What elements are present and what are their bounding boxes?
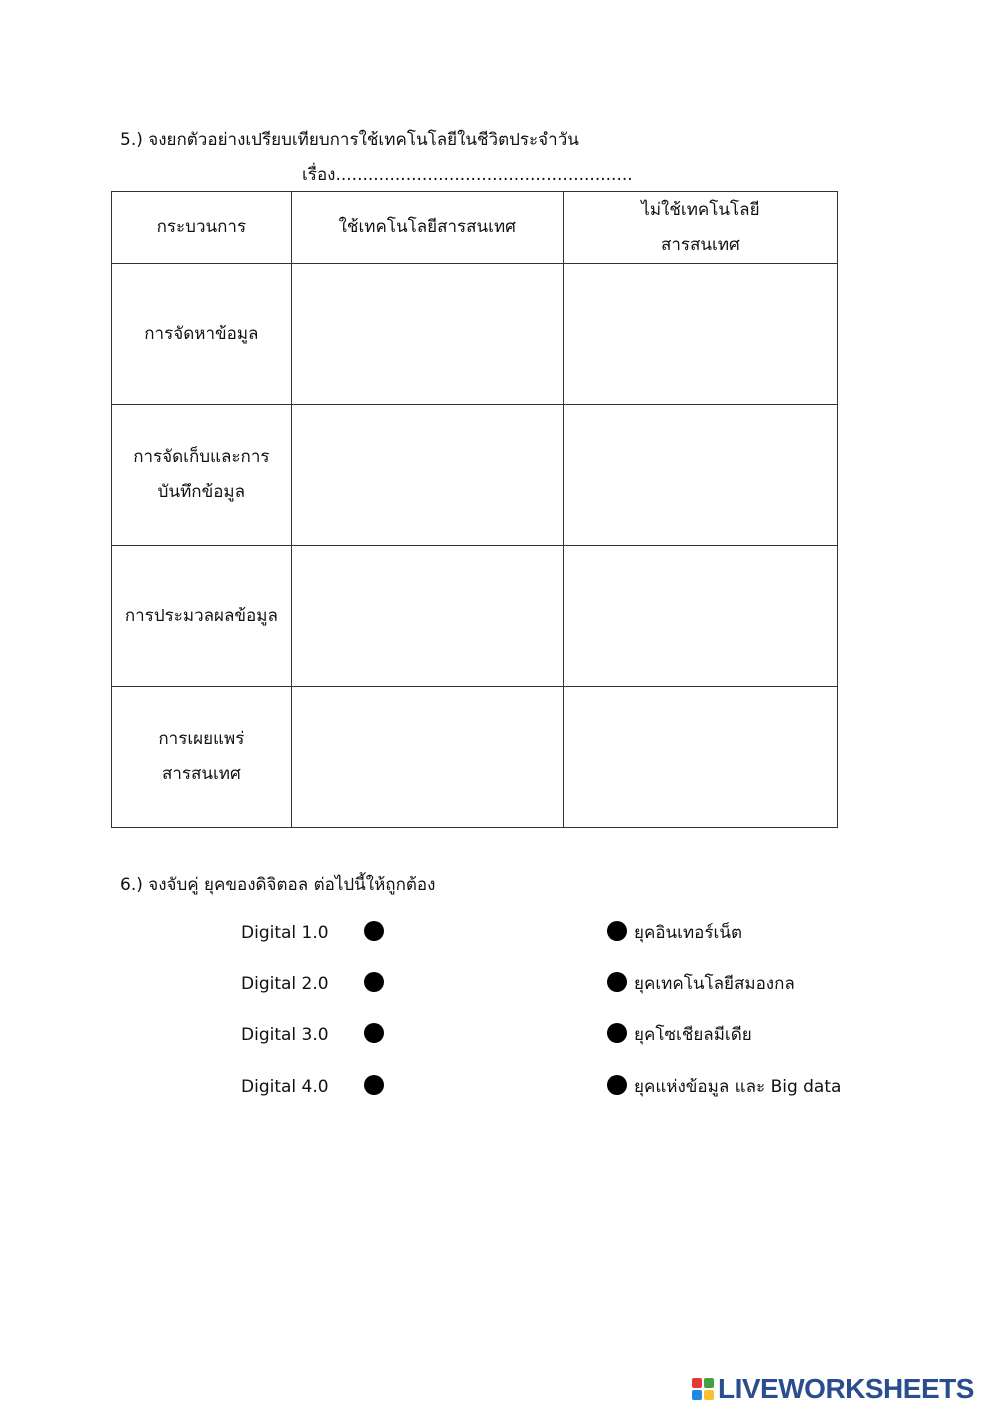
answer-cell-with-ict[interactable] bbox=[291, 405, 563, 546]
subject-line: เรื่อง....................................................... bbox=[302, 165, 633, 185]
comparison-table bbox=[111, 191, 838, 828]
logo-square-yellow bbox=[704, 1390, 714, 1400]
process-label-line2: บันทึกข้อมูล bbox=[157, 482, 246, 502]
process-cell bbox=[112, 405, 292, 546]
question-5-title: 5.) จงยกตัวอย่างเปรียบเทียบการใช้เทคโนโลยีในชีวิตประจำวัน bbox=[120, 130, 579, 150]
era-description: ยุคโซเชียลมีเดีย bbox=[634, 1025, 752, 1045]
match-dot-left[interactable] bbox=[364, 1075, 384, 1095]
logo-mark-icon bbox=[692, 1378, 714, 1400]
answer-cell-with-ict[interactable] bbox=[291, 264, 563, 405]
digital-era-label: Digital 2.0 bbox=[241, 974, 329, 994]
match-row bbox=[0, 1072, 1000, 1102]
logo-square-blue bbox=[692, 1390, 702, 1400]
header-with-ict: ใช้เทคโนโลยีสารสนเทศ bbox=[291, 192, 563, 264]
match-dot-left[interactable] bbox=[364, 1023, 384, 1043]
match-dot-right[interactable] bbox=[607, 921, 627, 941]
answer-cell-without-ict[interactable] bbox=[563, 405, 837, 546]
process-cell bbox=[112, 546, 292, 687]
header-process: กระบวนการ bbox=[112, 192, 292, 264]
answer-cell-without-ict[interactable] bbox=[563, 546, 837, 687]
table-row bbox=[112, 687, 838, 828]
table-row bbox=[112, 546, 838, 687]
table-row bbox=[112, 405, 838, 546]
match-dot-right[interactable] bbox=[607, 1075, 627, 1095]
process-label-line2: สารสนเทศ bbox=[161, 764, 241, 784]
answer-cell-with-ict[interactable] bbox=[291, 687, 563, 828]
process-cell bbox=[112, 264, 292, 405]
process-label: การจัดเก็บและการ bbox=[133, 447, 270, 467]
digital-era-label: Digital 3.0 bbox=[241, 1025, 329, 1045]
digital-era-label: Digital 4.0 bbox=[241, 1077, 329, 1097]
logo-square-red bbox=[692, 1378, 702, 1388]
answer-cell-without-ict[interactable] bbox=[563, 264, 837, 405]
logo-square-green bbox=[704, 1378, 714, 1388]
match-dot-left[interactable] bbox=[364, 972, 384, 992]
table-row bbox=[112, 264, 838, 405]
digital-era-label: Digital 1.0 bbox=[241, 923, 329, 943]
logo-text: LIVEWORKSHEETS bbox=[718, 1373, 974, 1404]
match-row bbox=[0, 918, 1000, 948]
answer-cell-with-ict[interactable] bbox=[291, 546, 563, 687]
match-dot-right[interactable] bbox=[607, 972, 627, 992]
process-label: การจัดหาข้อมูล bbox=[144, 323, 259, 344]
match-dot-left[interactable] bbox=[364, 921, 384, 941]
header-without-ict-line2: สารสนเทศ bbox=[660, 234, 740, 255]
question-6-title: 6.) จงจับคู่ ยุคของดิจิตอล ต่อไปนี้ให้ถูกต้อง bbox=[120, 875, 436, 895]
match-dot-right[interactable] bbox=[607, 1023, 627, 1043]
table-header-row bbox=[112, 192, 838, 264]
process-cell bbox=[112, 687, 292, 828]
liveworksheets-logo bbox=[692, 1374, 974, 1404]
process-label: การประมวลผลข้อมูล bbox=[124, 605, 278, 626]
process-label: การเผยแพร่ bbox=[158, 729, 245, 749]
match-row bbox=[0, 1020, 1000, 1050]
match-row bbox=[0, 969, 1000, 999]
answer-cell-without-ict[interactable] bbox=[563, 687, 837, 828]
header-without-ict bbox=[563, 192, 837, 264]
era-description: ยุคแห่งข้อมูล และ Big data bbox=[634, 1077, 842, 1097]
header-without-ict-line1: ไม่ใช้เทคโนโลยี bbox=[641, 199, 760, 220]
era-description: ยุคอินเทอร์เน็ต bbox=[634, 923, 742, 943]
era-description: ยุคเทคโนโลยีสมองกล bbox=[634, 974, 795, 994]
